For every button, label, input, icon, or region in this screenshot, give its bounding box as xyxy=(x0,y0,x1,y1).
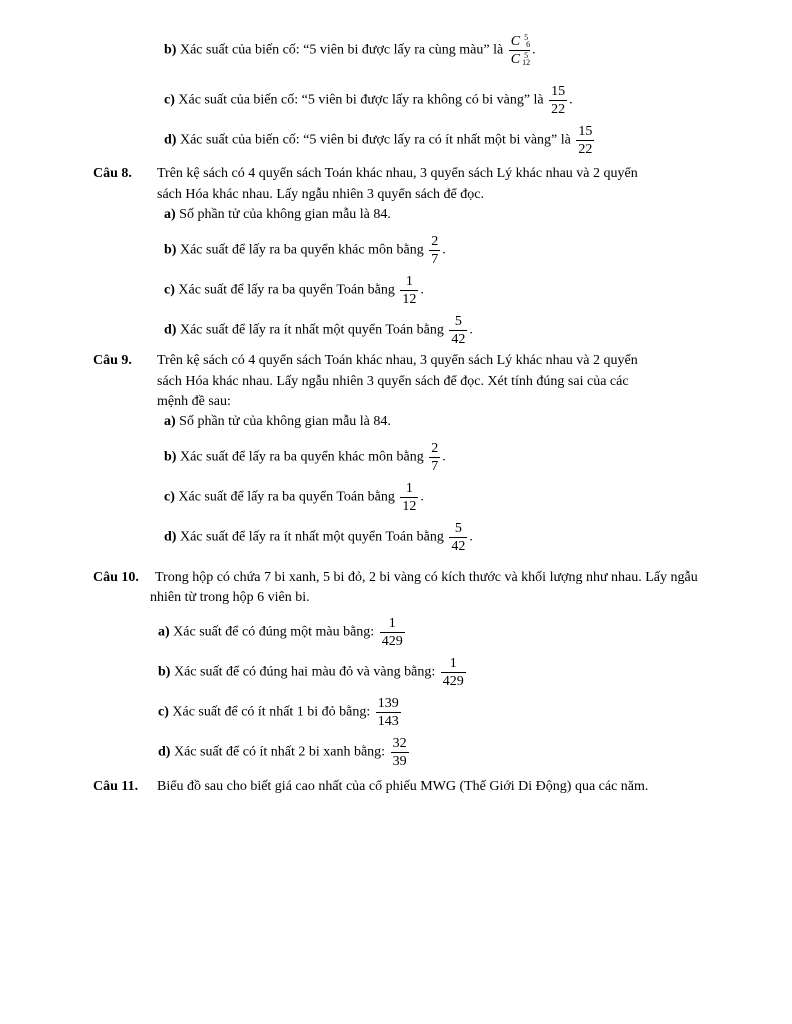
fraction: $\frac{32}{39}$ xyxy=(392,736,407,769)
fraction: $\frac{1}{429}$ xyxy=(442,656,464,689)
question-10-line-1: Trong hộp có chứa 7 bi xanh, 5 bi đỏ, 2 bi vàng có kích thước và khối lượng như nhau. Lấy ngẫu xyxy=(155,570,698,585)
question-8-line-2: sách Hóa khác nhau. Lấy ngẫu nhiên 3 quyển sách để đọc. xyxy=(157,187,484,202)
fraction: $\frac{2}{7}$ xyxy=(431,234,439,267)
question-10-line-2: nhiên từ trong hộp 6 viên bi. xyxy=(150,590,310,605)
question-9-option-a: a) Số phần tử của không gian mẫu là 84. xyxy=(164,414,391,429)
question-8-option-d: d) Xác suất để lấy ra ít nhất một quyển Toán bằng $\frac{5}{42}$ . xyxy=(164,314,473,347)
question-8-line-1: Trên kệ sách có 4 quyển sách Toán khác nhau, 3 quyển sách Lý khác nhau và 2 quyển xyxy=(157,166,638,181)
option-text: Xác suất của biến cố: “5 viên bi được lấy ra có ít nhất một bi vàng” là xyxy=(179,132,571,148)
question-10-option-a: a) Xác suất để có đúng một màu bằng: $\frac{1}{429}$ xyxy=(158,616,403,649)
fraction: $\frac{15}{22}$ xyxy=(578,124,593,157)
question-10-option-c: c) Xác suất để có ít nhất 1 bi đỏ bằng: $\frac{139}{143}$ xyxy=(158,696,399,729)
fraction: $\frac{1}{12}$ xyxy=(402,481,417,514)
question-9-option-d: d) Xác suất để lấy ra ít nhất một quyển Toán bằng $\frac{5}{42}$ . xyxy=(164,521,473,554)
question-8-option-a: a) Số phần tử của không gian mẫu là 84. xyxy=(164,207,391,222)
option-label: b) xyxy=(164,42,177,58)
option-text: Xác suất của biến cố: “5 viên bi được lấy ra không có bi vàng” là xyxy=(178,92,544,108)
question-10-label: Câu 10. xyxy=(93,570,139,585)
fraction: $\frac{1}{12}$ xyxy=(402,274,417,307)
question-9-option-b: b) Xác suất để lấy ra ba quyển khác môn bằng $\frac{2}{7}$ . xyxy=(164,441,446,474)
question-8-label: Câu 8. xyxy=(93,166,132,181)
fraction: $\frac{1}{429}$ xyxy=(381,616,403,649)
question-11-line-1: Biểu đồ sau cho biết giá cao nhất của cổ phiếu MWG (Thế Giới Di Động) qua các năm. xyxy=(157,779,649,794)
question-10-option-b: b) Xác suất để có đúng hai màu đỏ và vàng bằng: $\frac{1}{429}$ xyxy=(158,656,464,689)
question-8-option-c: c) Xác suất để lấy ra ba quyển Toán bằng $\frac{1}{12}$ . xyxy=(164,274,424,307)
combination-fraction: C 5 6 C 5 12 xyxy=(510,33,531,67)
fraction: $\frac{5}{42}$ xyxy=(451,521,466,554)
question-8-option-b: b) Xác suất để lấy ra ba quyển khác môn bằng $\frac{2}{7}$ . xyxy=(164,234,446,267)
option-label: c) xyxy=(164,92,175,108)
fraction: $\frac{5}{42}$ xyxy=(451,314,466,347)
question-9-line-1: Trên kệ sách có 4 quyển sách Toán khác nhau, 3 quyển sách Lý khác nhau và 2 quyển xyxy=(157,353,638,368)
fraction: $\frac{139}{143}$ xyxy=(377,696,399,729)
question-9-label: Câu 9. xyxy=(93,353,132,368)
question-10-option-d: d) Xác suất để có ít nhất 2 bi xanh bằng: $\frac{32}{39}$ xyxy=(158,736,407,769)
question-9-line-3: mệnh đề sau: xyxy=(157,394,231,409)
option-text: Xác suất của biến cố: “5 viên bi được lấy ra cùng màu” là xyxy=(179,42,504,58)
question-11-label: Câu 11. xyxy=(93,779,139,794)
option-label: d) xyxy=(164,132,177,148)
prev-option-c: c) Xác suất của biến cố: “5 viên bi được lấy ra không có bi vàng” là $\frac{15}{22}$ . xyxy=(164,84,573,117)
prev-option-b: b) Xác suất của biến cố: “5 viên bi được lấy ra cùng màu” là C 5 6 C 5 12 . xyxy=(164,33,536,67)
question-9-option-c: c) Xác suất để lấy ra ba quyển Toán bằng $\frac{1}{12}$ . xyxy=(164,481,424,514)
question-9-line-2: sách Hóa khác nhau. Lấy ngẫu nhiên 3 quyển sách để đọc. Xét tính đúng sai của các xyxy=(157,374,629,389)
prev-option-d xyxy=(164,124,596,157)
fraction: $\frac{2}{7}$ xyxy=(431,441,439,474)
fraction: $\frac{15}{22}$ xyxy=(551,84,566,117)
